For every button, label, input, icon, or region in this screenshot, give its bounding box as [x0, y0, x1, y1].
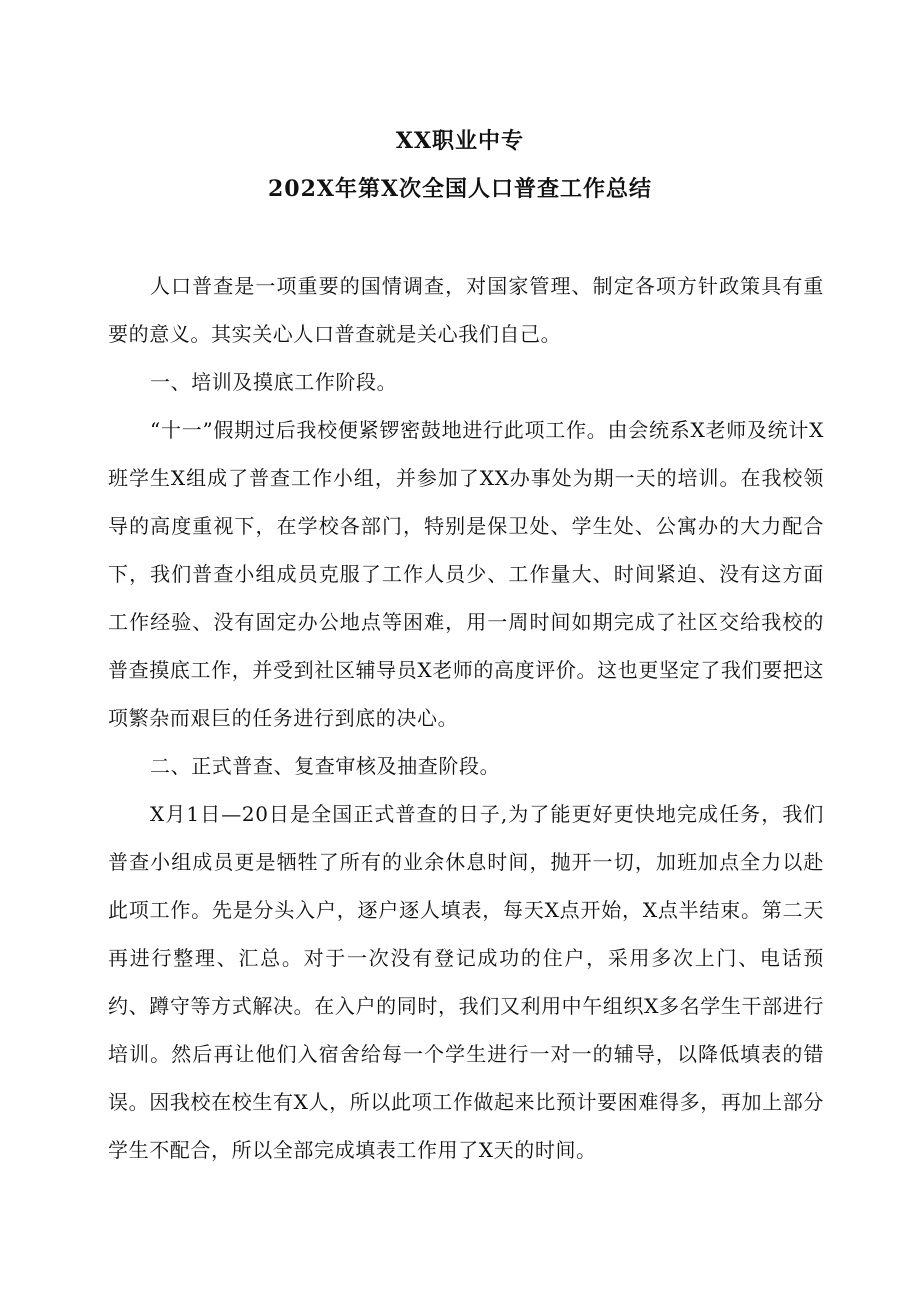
paragraph-intro: 人口普查是一项重要的国情调查，对国家管理、制定各项方针政策具有重要的意义。其实关心人口普查就是关心我们自己。: [108, 274, 824, 346]
section-heading-census: 二、正式普查、复查审核及抽查阶段。: [150, 754, 501, 778]
section-heading-training: 一、培训及摸底工作阶段。: [150, 370, 398, 394]
document-body: [108, 262, 824, 1174]
paragraph-training: “十一”假期过后我校便紧锣密鼓地进行此项工作。由会统系X老师及统计X班学生X组成了普查工作小组，并参加了XX办事处为期一天的培训。在我校领导的高度重视下，在学校各部门，特别是保卫处、学生处、公寓办的大力配合下，我们普查小组成员克服了工作人员少、工作量大、时间紧迫、没有这方面工作经验、没有固定办公地点等困难，用一周时间如期完成了社区交给我校的普查摸底工作，并受到社区辅导员X老师的高度评价。这也更坚定了我们要把这项繁杂而艰巨的任务进行到底的决心。: [108, 418, 824, 730]
paragraph-census: X月1日—20日是全国正式普查的日子,为了能更好更快地完成任务，我们普查小组成员更是牺牲了所有的业余休息时间，抛开一切，加班加点全力以赴此项工作。先是分头入户，逐户逐人填表，每天X点开始，X点半结束。第二天再进行整理、汇总。对于一次没有登记成功的住户，采用多次上门、电话预约、蹲守等方式解决。在入户的同时，我们又利用中午组织X多名学生干部进行培训。然后再让他们入宿舍给每一个学生进行一对一的辅导，以降低填表的错误。因我校在校生有X人，所以此项工作做起来比预计要困难得多，再加上部分学生不配合，所以全部完成填表工作用了X天的时间。: [108, 802, 824, 1162]
document-title-report: 202X年第X次全国人口普查工作总结: [267, 176, 653, 202]
document-title-school: XX职业中专: [395, 128, 525, 154]
